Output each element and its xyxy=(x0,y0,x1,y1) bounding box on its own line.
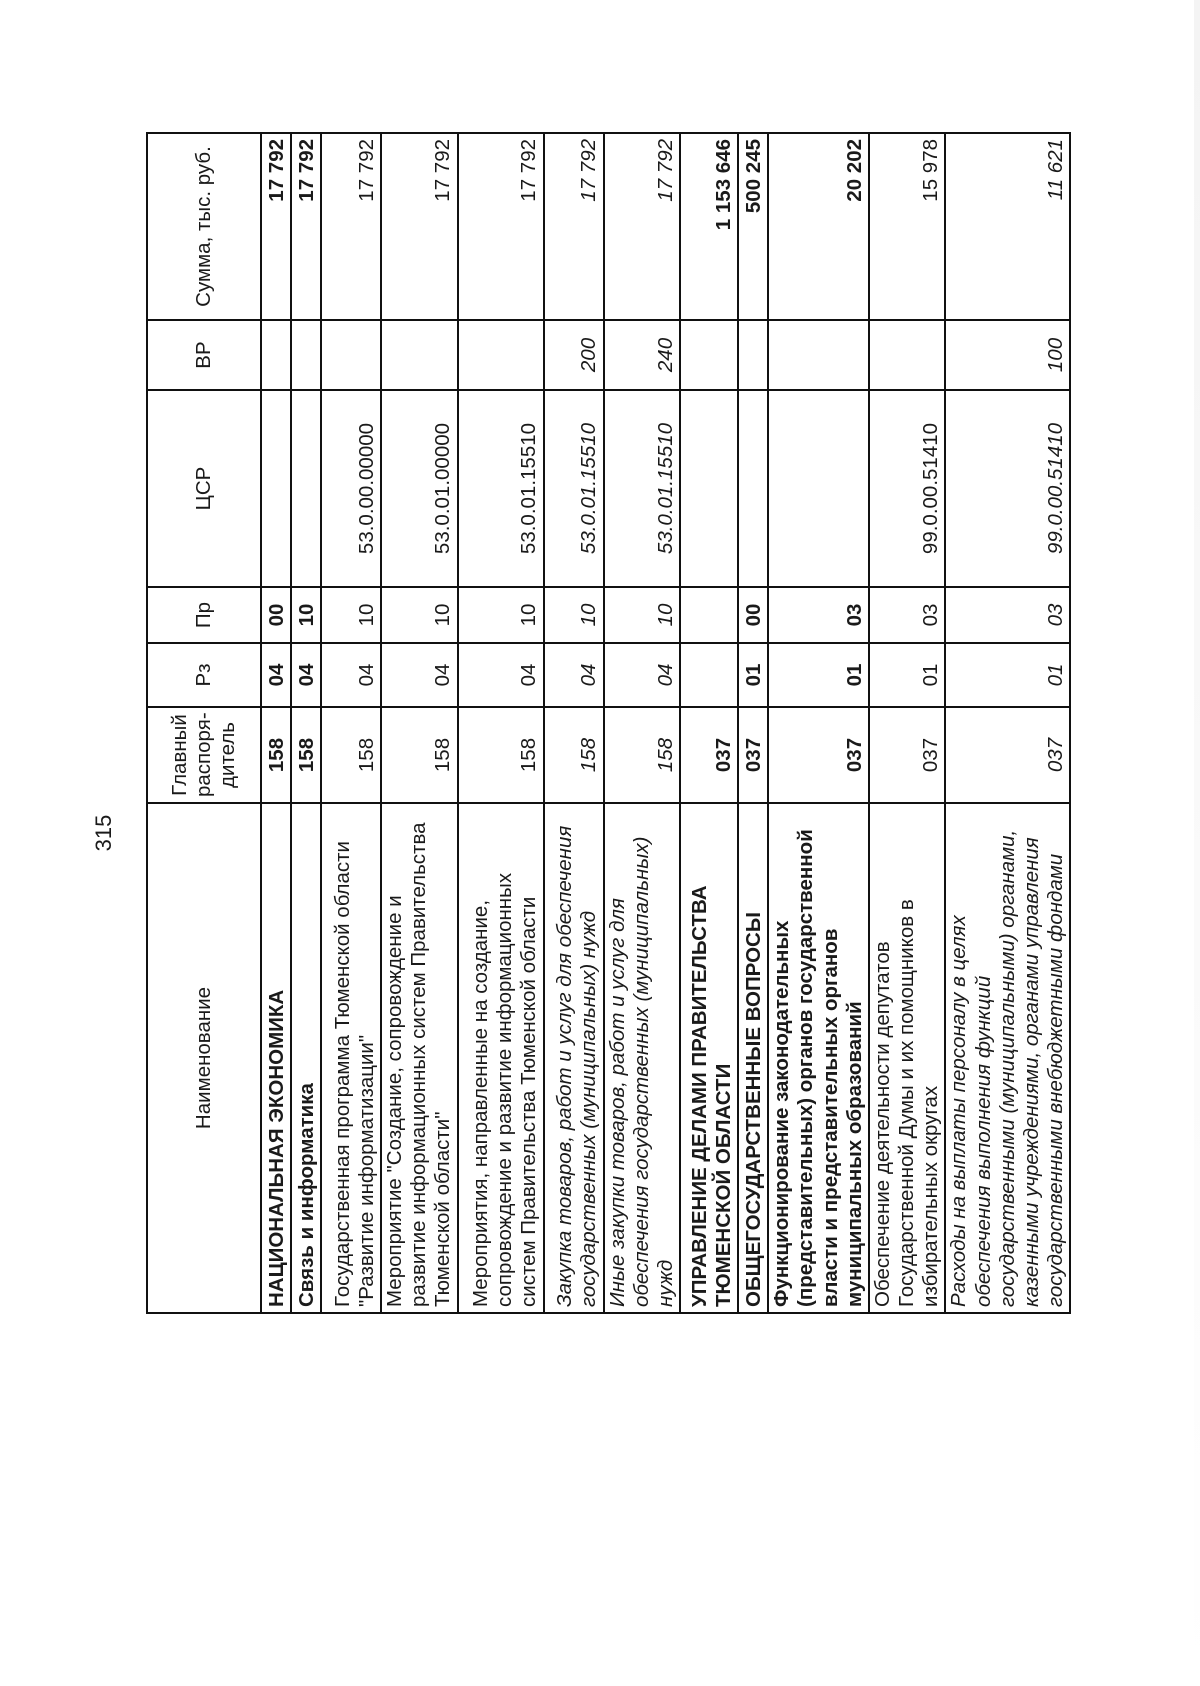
cell-vr: 100 xyxy=(945,320,1070,390)
cell-vr xyxy=(869,320,946,390)
header-sum: Сумма, тыс. руб. xyxy=(147,133,261,320)
cell-gr: 158 xyxy=(291,707,321,803)
cell-rz: 01 xyxy=(738,643,768,707)
cell-sum: 17 792 xyxy=(291,133,321,320)
cell-name: Связь и информатика xyxy=(291,803,321,1313)
cell-csr: 53.0.01.15510 xyxy=(458,390,544,587)
header-main-manager: Главный распоря-дитель xyxy=(147,707,261,803)
cell-gr: 158 xyxy=(604,707,681,803)
cell-csr: 53.0.00.00000 xyxy=(321,390,381,587)
cell-name: УПРАВЛЕНИЕ ДЕЛАМИ ПРАВИТЕЛЬСТВА ТЮМЕНСКОЙ ОБЛАСТИ xyxy=(680,803,738,1313)
cell-sum: 17 792 xyxy=(321,133,381,320)
cell-name: Государственная программа Тюменской области "Развитие информатизации" xyxy=(321,803,381,1313)
cell-vr xyxy=(261,320,291,390)
cell-csr: 99.0.00.51410 xyxy=(945,390,1070,587)
cell-vr xyxy=(458,320,544,390)
cell-rz: 04 xyxy=(261,643,291,707)
cell-gr: 158 xyxy=(321,707,381,803)
scan-edge xyxy=(1194,0,1200,1686)
cell-name: ОБЩЕГОСУДАРСТВЕННЫЕ ВОПРОСЫ xyxy=(738,803,768,1313)
budget-table xyxy=(146,132,1071,1314)
cell-vr xyxy=(291,320,321,390)
cell-vr xyxy=(321,320,381,390)
cell-gr: 158 xyxy=(458,707,544,803)
cell-sum: 1 153 646 xyxy=(680,133,738,320)
cell-sum: 20 202 xyxy=(768,133,869,320)
table-row xyxy=(604,133,681,1313)
cell-vr: 200 xyxy=(544,320,604,390)
cell-rz: 04 xyxy=(321,643,381,707)
cell-name: Закупка товаров, работ и услуг для обеспечения государственных (муниципальных) нужд xyxy=(544,803,604,1313)
cell-name: НАЦИОНАЛЬНАЯ ЭКОНОМИКА xyxy=(261,803,291,1313)
cell-name: Иные закупки товаров, работ и услуг для обеспечения государственных (муниципальных) нужд xyxy=(604,803,681,1313)
cell-rz: 01 xyxy=(768,643,869,707)
table-row xyxy=(381,133,458,1313)
table-row xyxy=(768,133,869,1313)
cell-sum: 17 792 xyxy=(381,133,458,320)
cell-pr: 10 xyxy=(544,587,604,643)
cell-pr: 10 xyxy=(604,587,681,643)
cell-vr: 240 xyxy=(604,320,681,390)
cell-csr xyxy=(738,390,768,587)
cell-csr: 53.0.01.15510 xyxy=(544,390,604,587)
cell-gr: 037 xyxy=(869,707,946,803)
cell-pr xyxy=(680,587,738,643)
cell-rz: 04 xyxy=(381,643,458,707)
cell-gr: 037 xyxy=(738,707,768,803)
cell-pr: 03 xyxy=(869,587,946,643)
cell-csr xyxy=(680,390,738,587)
cell-vr xyxy=(768,320,869,390)
cell-name: Расходы на выплаты персоналу в целях обеспечения выполнения функций государственными (муниципальными) органами, казенными учреждениями, органами управления государственными внебюджетными фондами xyxy=(945,803,1070,1313)
cell-gr: 037 xyxy=(945,707,1070,803)
cell-rz: 04 xyxy=(544,643,604,707)
table-row xyxy=(458,133,544,1313)
table-row xyxy=(321,133,381,1313)
budget-table-wrapper xyxy=(146,134,1068,1314)
cell-sum: 500 245 xyxy=(738,133,768,320)
header-row xyxy=(147,133,261,1313)
cell-sum: 17 792 xyxy=(604,133,681,320)
cell-csr: 53.0.01.00000 xyxy=(381,390,458,587)
cell-pr: 03 xyxy=(945,587,1070,643)
cell-sum: 17 792 xyxy=(261,133,291,320)
cell-name: Мероприятие "Создание, сопровождение и развитие информационных систем Правительства Тюменской области" xyxy=(381,803,458,1313)
cell-gr: 158 xyxy=(544,707,604,803)
table-row xyxy=(680,133,738,1313)
cell-rz: 04 xyxy=(291,643,321,707)
page-number: 315 xyxy=(91,814,116,852)
cell-sum: 17 792 xyxy=(458,133,544,320)
cell-pr: 10 xyxy=(291,587,321,643)
cell-vr xyxy=(680,320,738,390)
cell-gr: 158 xyxy=(381,707,458,803)
cell-rz: 01 xyxy=(869,643,946,707)
cell-csr: 53.0.01.15510 xyxy=(604,390,681,587)
table-row xyxy=(261,133,291,1313)
header-csr: ЦСР xyxy=(147,390,261,587)
table-row xyxy=(945,133,1070,1313)
cell-csr: 99.0.00.51410 xyxy=(869,390,946,587)
cell-pr: 03 xyxy=(768,587,869,643)
cell-csr xyxy=(291,390,321,587)
cell-name: Функционирование законодательных (представительных) органов государственной власти и представительных органов муниципальных образований xyxy=(768,803,869,1313)
cell-pr: 00 xyxy=(738,587,768,643)
cell-pr: 10 xyxy=(321,587,381,643)
cell-sum: 17 792 xyxy=(544,133,604,320)
header-vr: ВР xyxy=(147,320,261,390)
table-row xyxy=(869,133,946,1313)
cell-rz: 04 xyxy=(604,643,681,707)
table-row xyxy=(291,133,321,1313)
table-row xyxy=(738,133,768,1313)
header-pr: Пр xyxy=(147,587,261,643)
header-name: Наименование xyxy=(147,803,261,1313)
cell-rz: 01 xyxy=(945,643,1070,707)
cell-pr: 00 xyxy=(261,587,291,643)
cell-sum: 11 621 xyxy=(945,133,1070,320)
cell-pr: 10 xyxy=(381,587,458,643)
cell-name: Мероприятия, направленные на создание, сопровождение и развитие информационных систем Правительства Тюменской области xyxy=(458,803,544,1313)
cell-rz xyxy=(680,643,738,707)
cell-vr xyxy=(738,320,768,390)
cell-pr: 10 xyxy=(458,587,544,643)
cell-sum: 15 978 xyxy=(869,133,946,320)
cell-gr: 158 xyxy=(261,707,291,803)
cell-name: Обеспечение деятельности депутатов Государственной Думы и их помощников в избирательных округах xyxy=(869,803,946,1313)
cell-rz: 04 xyxy=(458,643,544,707)
cell-gr: 037 xyxy=(680,707,738,803)
table-row xyxy=(544,133,604,1313)
cell-csr xyxy=(261,390,291,587)
cell-csr xyxy=(768,390,869,587)
header-rz: Рз xyxy=(147,643,261,707)
cell-gr: 037 xyxy=(768,707,869,803)
cell-vr xyxy=(381,320,458,390)
